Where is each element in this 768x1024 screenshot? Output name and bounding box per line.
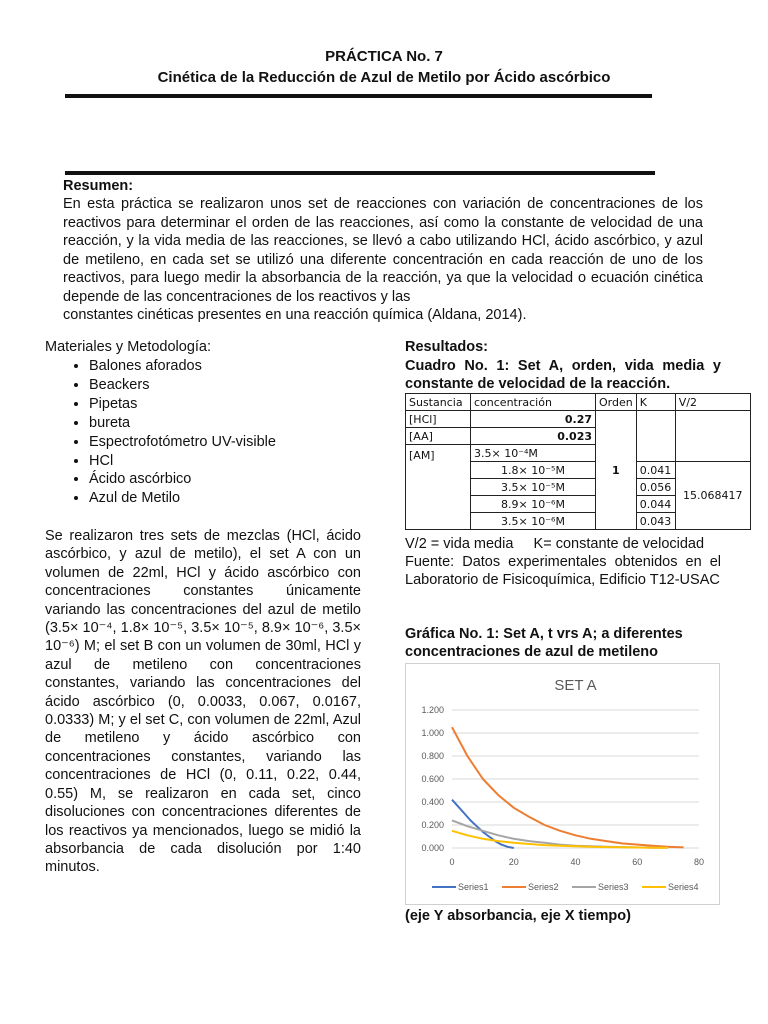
table-cell: 0.044 (636, 496, 675, 513)
table-header: K (636, 394, 675, 411)
x-tick-label: 0 (449, 857, 455, 867)
chart-title: SET A (554, 677, 597, 694)
x-tick-label: 40 (570, 857, 581, 867)
table-cell: [AA] (406, 428, 471, 445)
table-notes (405, 535, 721, 589)
y-tick-label: 0.600 (421, 774, 444, 784)
table-header: Orden (596, 394, 637, 411)
list-item: • Azul de Metilo (89, 489, 276, 508)
table-header: concentración (471, 394, 596, 411)
chart-container (405, 663, 720, 905)
page-title: PRÁCTICA No. 7 (325, 48, 443, 65)
table-cell: 0.041 (636, 462, 675, 479)
method-text (45, 527, 361, 877)
results-table (405, 393, 751, 530)
table-header: V/2 (675, 394, 750, 411)
list-item: • HCl (89, 452, 276, 471)
legend-label: Series1 (458, 882, 489, 892)
table-header-row (406, 394, 751, 411)
table-cell: 3.5× 10⁻⁵M (471, 479, 596, 496)
y-tick-label: 0.800 (421, 751, 444, 761)
table-row (406, 411, 751, 428)
table-cell-half-life: 15.068417 (675, 462, 750, 530)
table-cell: 8.9× 10⁻⁶M (471, 496, 596, 513)
y-tick-label: 0.400 (421, 797, 444, 807)
y-tick-label: 1.000 (421, 728, 444, 738)
axis-note: (eje Y absorbancia, eje X tiempo) (405, 908, 631, 924)
series-line (452, 727, 684, 847)
list-item: • Balones aforados (89, 357, 276, 376)
legend-note: V/2 = vida media K= constante de velocidad (405, 536, 705, 552)
legend-label: Series4 (668, 882, 699, 892)
y-tick-label: 1.200 (421, 705, 444, 715)
table-cell: 0.043 (636, 513, 675, 530)
list-item: • Ácido ascórbico (89, 470, 276, 489)
table-cell: 1.8× 10⁻⁵M (471, 462, 596, 479)
list-item: • Beackers (89, 376, 276, 395)
table-cell: [HCl] (406, 411, 471, 428)
x-tick-label: 20 (508, 857, 519, 867)
table-cell: 3.5× 10⁻⁴M (471, 445, 596, 462)
x-tick-label: 80 (693, 857, 705, 867)
table-caption: Cuadro No. 1: Set A, orden, vida media y constante de velocidad de la reacción. (405, 358, 721, 392)
table-cell: 0.056 (636, 479, 675, 496)
table-cell (675, 411, 750, 462)
resultados-heading: Resultados: (405, 339, 488, 355)
legend-label: Series3 (598, 882, 629, 892)
page-subtitle: Cinética de la Reducción de Azul de Metilo por Ácido ascórbico (157, 69, 611, 86)
method-paragraph: Se realizaron tres sets de mezclas (HCl, ácido ascórbico, y azul de metilo), el set A con un volumen de 22ml, HCl y ácido ascórbico con concentraciones constantes únicamente variando las concentraciones del azul de metilo (3.5× 10⁻⁴, 1.8× 10⁻⁵, 3.5× 10⁻⁵, 8.9× 10⁻⁶, 3.5× 10⁻⁶) M; el set B con un volumen de 30ml, HCl y azul de metileno con concentraciones constantes, variando las concentraciones del ácido ascórbico (0, 0.0033, 0.067, 0.0167, 0.0333) M; y el set C, con volumen de 22ml, Azul de metileno y ácido ascórbico con concentraciones constantes, variando las concentraciones de HCl (0, 0.11, 0.22, 0.44, 0.55) M, se realizaron en cada set, cinco disoluciones con concentraciones diferentes de los reactivos ya mencionados, luego se midió la absorbancia de cada disolución por 1:40 minutos. (45, 528, 361, 876)
materiales-list (45, 357, 276, 508)
table-cell (636, 411, 675, 462)
table-header: Sustancia (406, 394, 471, 411)
list-item: • Espectrofotómetro UV-visible (89, 433, 276, 452)
materiales-heading: Materiales y Metodología: (45, 339, 212, 355)
source-note: Fuente: Datos experimentales obtenidos en el Laboratorio de Fisicoquímica, Edificio T12-USAC (405, 554, 721, 588)
resumen-heading: Resumen: (63, 178, 134, 194)
legend-label: Series2 (528, 882, 559, 892)
y-tick-label: 0.200 (421, 820, 444, 830)
table-cell: 3.5× 10⁻⁶M (471, 513, 596, 530)
resumen-body (63, 195, 703, 325)
table-cell: [AM] (406, 445, 471, 530)
chart-caption: Gráfica No. 1: Set A, t vrs A; a diferentes concentraciones de azul de metileno (405, 626, 683, 660)
divider (65, 171, 655, 175)
table-cell: 0.27 (471, 411, 596, 428)
resumen-paragraph: En esta práctica se realizaron unos set de reacciones con variación de concentraciones de los reactivos para determinar el orden de las reacciones, así como la constante de velocidad de una reacción, y la vida media de las reacciones, se llevó a cabo utilizando HCl, ácido ascórbico, y azul de metileno, en cada set se utilizó una diferente concentración en cada reacción de uno de los reactivos, para luego medir la absorbancia de la reacción, ya que la velocidad o ecuación cinética depende de las concentraciones de los reactivos y las (63, 196, 703, 305)
table-cell-orden: 1 (596, 411, 637, 530)
line-chart (406, 664, 719, 904)
list-item: • Pipetas (89, 395, 276, 414)
table-cell: 0.023 (471, 428, 596, 445)
list-item: • bureta (89, 414, 276, 433)
y-tick-label: 0.000 (421, 843, 444, 853)
x-tick-label: 60 (632, 857, 643, 867)
resumen-paragraph-end: constantes cinéticas presentes en una reacción química (Aldana, 2014). (63, 307, 527, 323)
divider (65, 94, 652, 98)
